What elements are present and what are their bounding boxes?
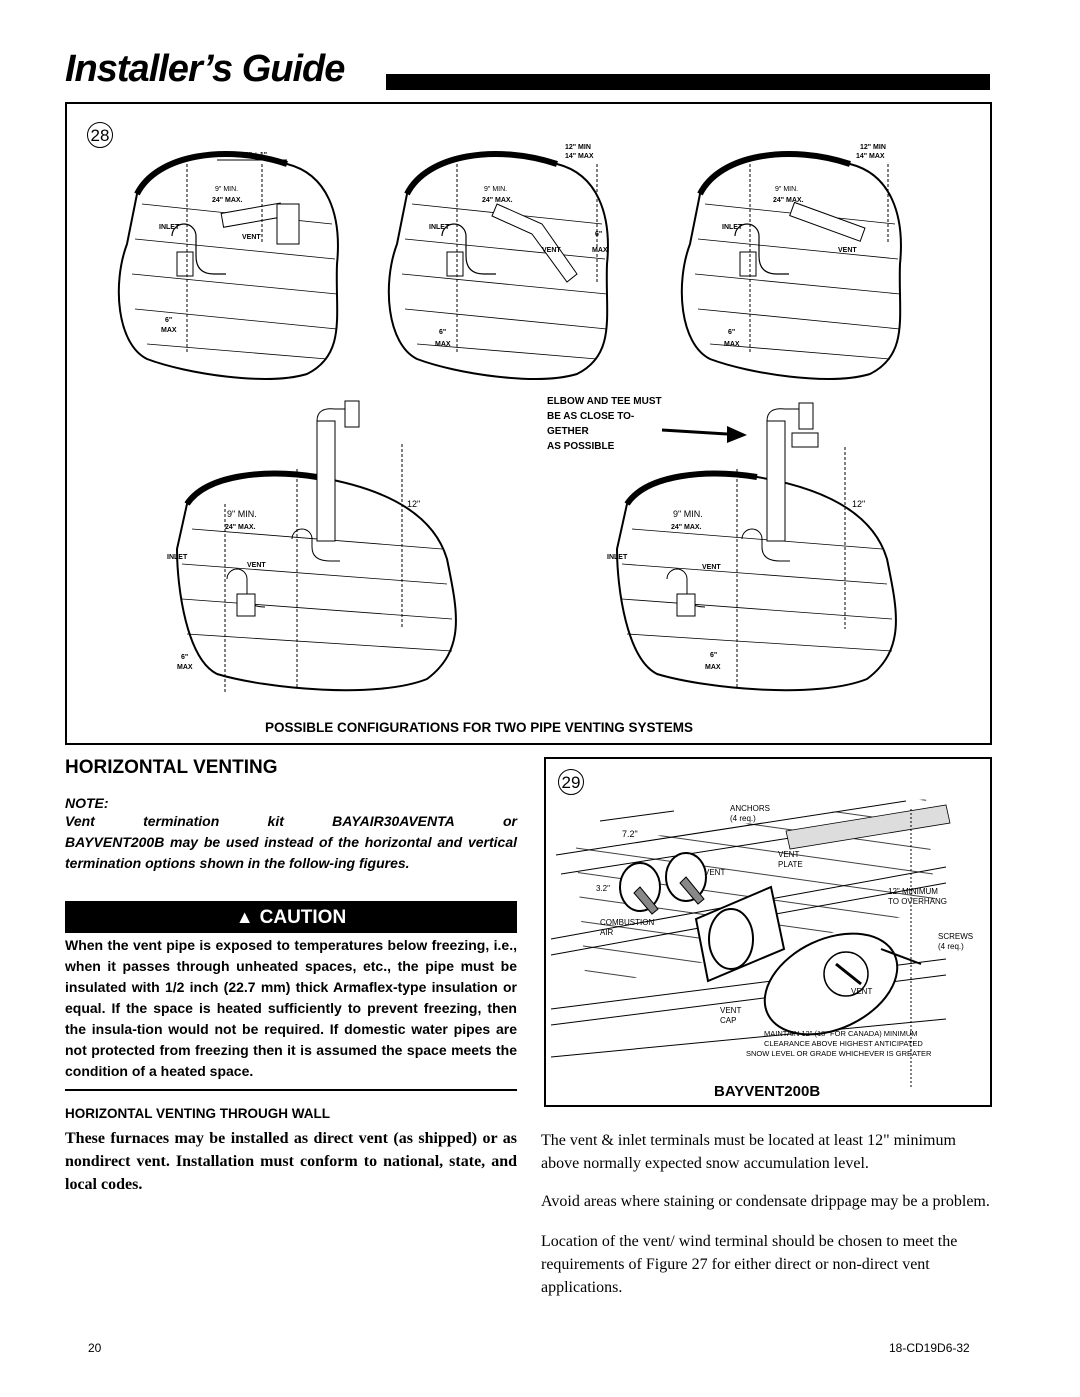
figure-29-number: 29 bbox=[558, 769, 584, 795]
callout-arrowhead bbox=[727, 426, 747, 443]
label-vent-plate-1: VENT bbox=[778, 850, 800, 859]
page-title: Installer’s Guide bbox=[65, 48, 345, 90]
panel3-vent: VENT bbox=[838, 247, 857, 254]
panel1-bottom-num: 6" bbox=[165, 317, 173, 324]
document-id: 18-CD19D6-32 bbox=[889, 1341, 970, 1355]
label-anchors: ANCHORS bbox=[730, 804, 771, 813]
panel5-bottom-num: 6" bbox=[710, 652, 718, 659]
label-vent: VENT bbox=[704, 868, 726, 877]
panel4-inlet: INLET bbox=[167, 554, 188, 561]
panel3-inlet: INLET bbox=[722, 224, 743, 231]
label-vent-plate-2: PLATE bbox=[778, 860, 803, 869]
right-paragraph-2: Avoid areas where staining or condensate drippage may be a problem. bbox=[541, 1193, 990, 1210]
callout-line-2: BE AS CLOSE TO- bbox=[547, 411, 635, 422]
panel5-vent: VENT bbox=[702, 564, 721, 571]
panel2-vent: VENT bbox=[542, 247, 561, 254]
note-word-3: kit bbox=[267, 813, 284, 829]
figure-29 bbox=[544, 757, 992, 1107]
label-min-overhang-2: TO OVERHANG bbox=[888, 897, 947, 906]
panel3-max: 24" MAX. bbox=[773, 197, 804, 204]
through-wall-heading: HORIZONTAL VENTING THROUGH WALL bbox=[65, 1106, 330, 1121]
caution-label: CAUTION bbox=[259, 907, 347, 928]
note-word-5: or bbox=[503, 813, 517, 829]
panel-3-straight-vent bbox=[682, 144, 901, 379]
panel4-min: 9" MIN. bbox=[227, 509, 257, 519]
panel4-height: 12" bbox=[407, 499, 421, 509]
through-wall-text: These furnaces may be installed as direct vent (as shipped) or as nondirect vent. Installation must conform to national, state, and local codes. bbox=[65, 1130, 517, 1193]
figure-number: 28 bbox=[87, 122, 113, 148]
warning-triangle-icon: ▲ bbox=[235, 907, 254, 927]
panel-5-vertical-vent-with-tee bbox=[607, 403, 896, 690]
figure-28-caption: POSSIBLE CONFIGURATIONS FOR TWO PIPE VENTING SYSTEMS bbox=[265, 720, 694, 735]
horizontal-venting-heading: HORIZONTAL VENTING bbox=[65, 757, 278, 778]
panel5-min: 9" MIN. bbox=[673, 509, 703, 519]
panel4-vent: VENT bbox=[247, 562, 266, 569]
panel3-top-min: 12" MIN bbox=[860, 144, 886, 151]
panel5-height: 12" bbox=[852, 499, 866, 509]
panel1-dim-top: 10" ± 1" bbox=[241, 152, 268, 159]
panel1-inlet: INLET bbox=[159, 224, 180, 231]
panel2-max: 24" MAX. bbox=[482, 197, 513, 204]
panel4-max: 24" MAX. bbox=[225, 524, 256, 531]
page-number: 20 bbox=[88, 1341, 102, 1355]
callout-line-4: AS POSSIBLE bbox=[547, 441, 615, 452]
panel2-bottom-num: 6" bbox=[439, 329, 447, 336]
label-min-overhang-1: 12" MINIMUM bbox=[888, 887, 938, 896]
label-screws-qty: (4 req.) bbox=[938, 942, 964, 951]
label-maintain-1: MAINTAIN 12" (18" FOR CANADA) MINIMUM bbox=[764, 1029, 918, 1038]
figure-29-title: BAYVENT200B bbox=[714, 1083, 821, 1100]
right-paragraph-1: The vent & inlet terminals must be located at least 12" minimum above normally expected snow accumulation level. bbox=[541, 1132, 956, 1172]
panel2-side-max: MAX bbox=[592, 247, 608, 254]
callout-line-1: ELBOW AND TEE MUST bbox=[547, 396, 662, 407]
panel2-bottom-max: MAX bbox=[435, 341, 451, 348]
label-air: AIR bbox=[600, 928, 614, 937]
panel-1-side-by-side-tee bbox=[119, 152, 338, 379]
label-maintain-3: SNOW LEVEL OR GRADE WHICHEVER IS GREATER bbox=[746, 1049, 932, 1058]
note-word-1: Vent bbox=[65, 813, 95, 829]
bayvent-drawing bbox=[546, 759, 990, 1105]
panel2-inlet: INLET bbox=[429, 224, 450, 231]
caution-banner bbox=[65, 901, 517, 933]
panel3-top-max: 14" MAX bbox=[856, 153, 885, 160]
vent-configurations-drawing bbox=[67, 104, 990, 743]
note-first-line bbox=[65, 811, 517, 832]
label-screws: SCREWS bbox=[938, 932, 974, 941]
panel1-vent: VENT bbox=[242, 234, 261, 241]
panel5-bottom-max: MAX bbox=[705, 664, 721, 671]
label-dim-72: 7.2" bbox=[622, 829, 638, 839]
callout-line-3: GETHER bbox=[547, 426, 589, 437]
note-word-4: BAYAIR30AVENTA bbox=[332, 813, 455, 829]
label-vent-cap-2: CAP bbox=[720, 1016, 737, 1025]
panel3-min: 9" MIN. bbox=[775, 186, 799, 193]
note-word-2: termination bbox=[143, 813, 220, 829]
panel2-top-max: 14" MAX bbox=[565, 153, 594, 160]
panel-2-angled-vent bbox=[389, 144, 608, 379]
panel5-inlet: INLET bbox=[607, 554, 628, 561]
panel-4-vertical-vent bbox=[167, 401, 456, 694]
caution-bottom-rule bbox=[65, 1089, 517, 1091]
caution-text: When the vent pipe is exposed to temperatures below freezing, i.e., when it passes through unheated spaces, etc., the pipe must be insulated with 1/2 inch (22.7 mm) thick Armaflex-type insulation or equal. If the space is heated sufficiently to prevent freezing, then the insula-tion would not be required. If domestic water pipes are not protected from freezing then it is assumed the space meets the condition of a heated space. bbox=[65, 937, 517, 1079]
callout-arrow-line bbox=[662, 430, 727, 434]
label-anchors-qty: (4 req.) bbox=[730, 814, 756, 823]
figure-28 bbox=[65, 102, 992, 745]
panel1-min: 9" MIN. bbox=[215, 186, 239, 193]
panel3-bottom-num: 6" bbox=[728, 329, 736, 336]
panel3-bottom-max: MAX bbox=[724, 341, 740, 348]
panel1-bottom-max: MAX bbox=[161, 327, 177, 334]
panel1-max: 24" MAX. bbox=[212, 197, 243, 204]
label-vent-cap-1: VENT bbox=[720, 1006, 742, 1015]
panel2-side-num: 6" bbox=[595, 231, 603, 238]
panel2-min: 9" MIN. bbox=[484, 186, 508, 193]
label-dim-32: 3.2" bbox=[596, 884, 610, 893]
label-vent-2: VENT bbox=[851, 987, 873, 996]
right-paragraph-3: Location of the vent/ wind terminal should be chosen to meet the requirements of Figure 27 for either direct or non-direct vent applications. bbox=[541, 1233, 958, 1296]
label-combustion: COMBUSTION bbox=[600, 918, 655, 927]
label-maintain-2: CLEARANCE ABOVE HIGHEST ANTICIPATED bbox=[764, 1039, 923, 1048]
header-rule bbox=[386, 74, 990, 90]
panel5-max: 24" MAX. bbox=[671, 524, 702, 531]
panel4-bottom-max: MAX bbox=[177, 664, 193, 671]
panel2-top-min: 12" MIN bbox=[565, 144, 591, 151]
note-label: NOTE: bbox=[65, 795, 109, 811]
panel4-bottom-num: 6" bbox=[181, 654, 189, 661]
note-body: BAYVENT200B may be used instead of the horizontal and vertical termination options shown in the follow-ing figures. bbox=[65, 834, 517, 871]
